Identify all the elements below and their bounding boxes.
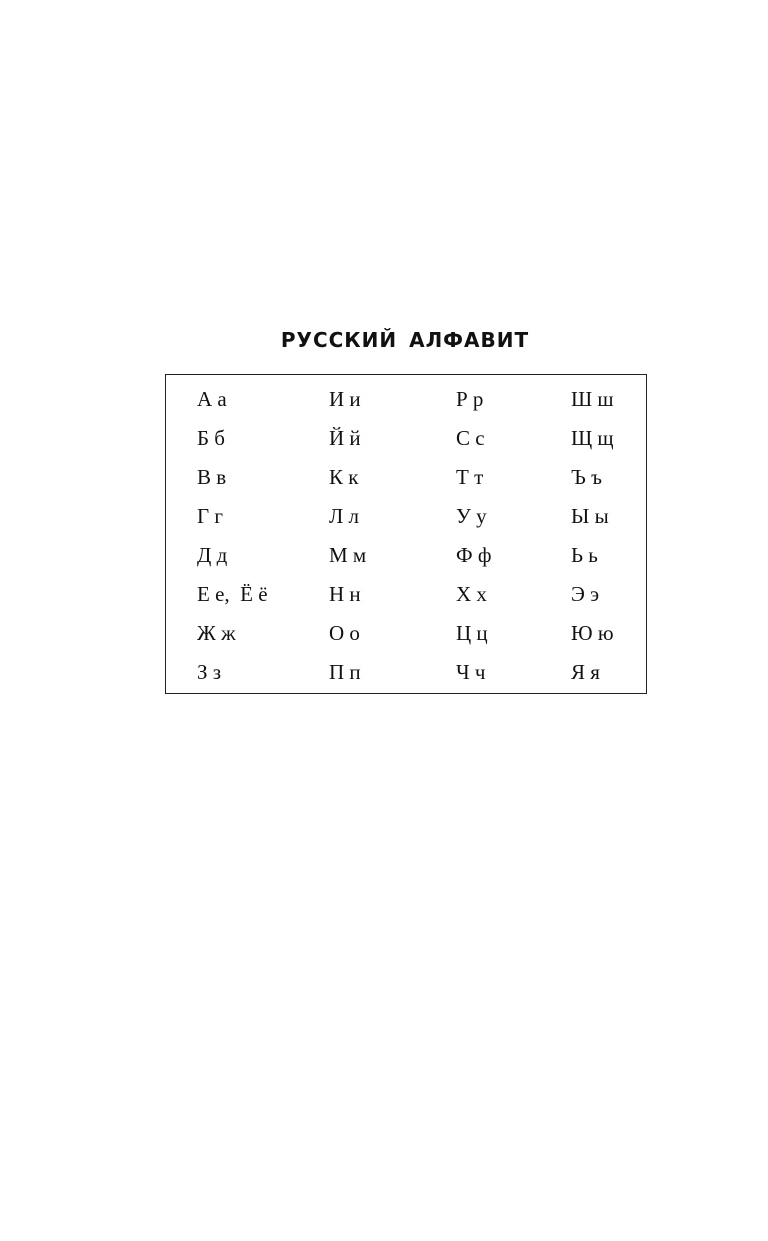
letter-pair: Ц ц: [456, 621, 488, 645]
letter-pair: Т т: [456, 465, 484, 489]
letter-pair: В в: [197, 465, 227, 489]
letter-pair: Н н: [329, 582, 361, 606]
letter-pair: Ю ю: [571, 621, 614, 645]
letter-pair: У у: [456, 504, 487, 528]
letter-pair: О о: [329, 621, 360, 645]
letter-pair: И и: [329, 387, 361, 411]
letter-pair: Б б: [197, 426, 225, 450]
letter-pair: Ч ч: [456, 660, 486, 684]
letter-pair: С с: [456, 426, 485, 450]
letter-pair: П п: [329, 660, 361, 684]
letter-pair: Ь ь: [571, 543, 598, 567]
letter-pair: Щ щ: [571, 426, 614, 450]
letter-pair: З з: [197, 660, 222, 684]
letter-pair: Р р: [456, 387, 484, 411]
letter-pair: Е е, Ё ё: [197, 582, 268, 606]
letter-pair: Й й: [329, 426, 361, 450]
alphabet-table: [165, 374, 647, 694]
letter-pair: М м: [329, 543, 367, 567]
letter-pair: Д д: [197, 543, 228, 567]
letter-pair: Я я: [571, 660, 600, 684]
letter-pair: Ж ж: [197, 621, 236, 645]
letter-pair: Э э: [571, 582, 600, 606]
letter-pair: Ф ф: [456, 543, 492, 567]
letter-pair: К к: [329, 465, 359, 489]
letter-pair: Л л: [329, 504, 359, 528]
letter-pair: Ш ш: [571, 387, 614, 411]
letter-pair: А а: [197, 387, 227, 411]
letter-pair: Ы ы: [571, 504, 609, 528]
letter-pair: Х х: [456, 582, 487, 606]
letter-pair: Г г: [197, 504, 224, 528]
letter-pair: Ъ ъ: [571, 465, 602, 489]
page-title: РУССКИЙ АЛФАВИТ: [280, 328, 530, 352]
